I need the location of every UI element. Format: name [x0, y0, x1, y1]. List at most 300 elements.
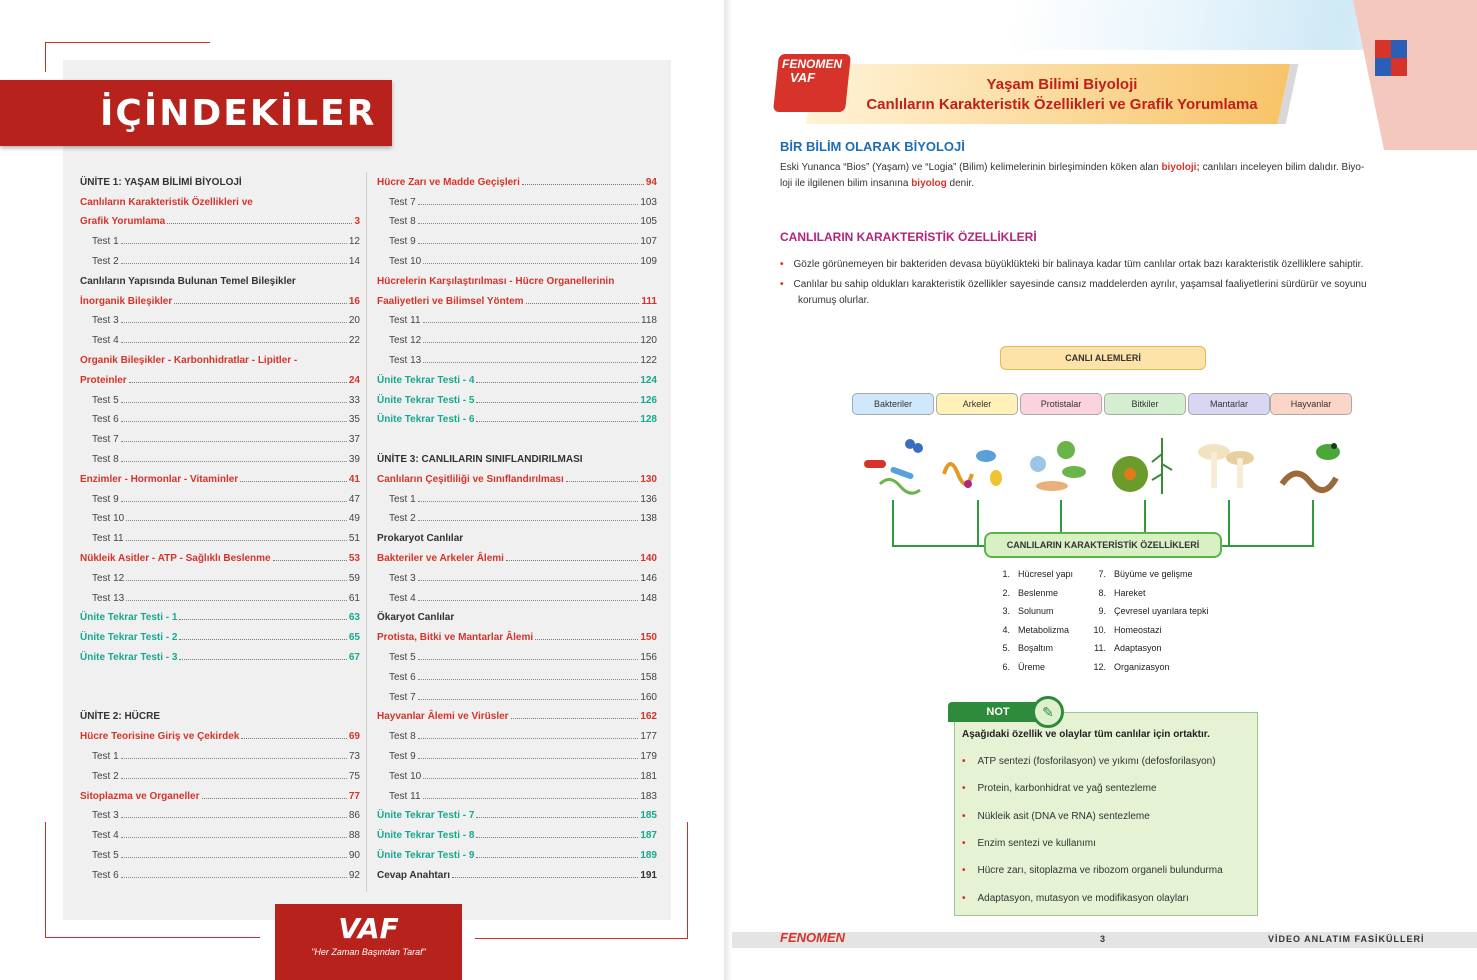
- toc-leader-dots: [418, 243, 639, 244]
- toc-entry: [377, 287, 657, 307]
- toc-entry-title: Bakteriler ve Arkeler Âlemi: [377, 552, 504, 564]
- toc-entry: [377, 406, 657, 426]
- toc-title: İÇİNDEKİLER: [100, 93, 377, 134]
- toc-entry-title: Ünite Tekrar Testi - 7: [377, 810, 475, 822]
- toc-entry: [80, 188, 360, 208]
- toc-leader-dots: [121, 243, 347, 244]
- toc-page-number: 136: [640, 493, 657, 505]
- toc-page-number: 61: [348, 592, 360, 604]
- toc-page-number: 51: [348, 533, 360, 545]
- biology-definition: [780, 160, 1440, 192]
- toc-entry: [80, 267, 360, 287]
- toc-leader-dots: [476, 421, 638, 422]
- note-item-text: Hücre zarı, sitoplazma ve ribozom organeli bulundurma: [977, 865, 1223, 877]
- toc-page-number: 177: [640, 731, 657, 743]
- kingdom-pill-protistalar: Protistalar: [1020, 393, 1102, 415]
- toc-entry: [377, 227, 657, 247]
- toc-leader-dots: [121, 342, 347, 343]
- toc-leader-dots: [535, 639, 638, 640]
- characteristic-text: Büyüme ve gelişme: [1114, 569, 1193, 579]
- toc-entry-title: Organik Bileşikler - Karbonhidratlar - Lipitler -: [80, 354, 298, 366]
- toc-entry: [80, 366, 360, 386]
- toc-page-number: 69: [348, 731, 360, 743]
- characteristic-item: [988, 584, 1073, 603]
- toc-entry-title: Test 6: [92, 414, 119, 426]
- toc-leader-dots: [167, 223, 352, 224]
- toc-page-number: 158: [640, 671, 657, 683]
- corner-line: [475, 938, 687, 939]
- toc-entry-title: Test 1: [92, 236, 119, 248]
- toc-page-number: 130: [640, 473, 657, 485]
- toc-entry: [377, 841, 657, 861]
- toc-entry: [377, 861, 657, 881]
- toc-entry: [377, 326, 657, 346]
- toc-page-number: 118: [641, 315, 657, 327]
- toc-page-number: 22: [348, 335, 360, 347]
- bullet-dot: •: [962, 810, 966, 822]
- toc-leader-dots: [418, 580, 639, 581]
- toc-entry-title: ÜNİTE 2: HÜCRE: [80, 711, 161, 723]
- characteristic-number: 7.: [1098, 569, 1106, 579]
- characteristic-item: [1084, 639, 1209, 658]
- characteristic-item: [988, 639, 1073, 658]
- toc-entry: [80, 722, 360, 742]
- header-band: [806, 64, 1299, 124]
- toc-leader-dots: [423, 362, 638, 363]
- toc-page-number: 73: [348, 750, 360, 762]
- toc-page-number: 3: [354, 216, 360, 228]
- toc-entry-title: Test 6: [389, 671, 416, 683]
- bullet-dot: •: [962, 892, 966, 904]
- text-segment: loji ile ilgilenen bilim insanına: [780, 178, 912, 189]
- toc-entry-title: Ökaryot Canlılar: [377, 612, 455, 624]
- bullet-dot: •: [962, 865, 966, 877]
- characteristic-item: [1084, 584, 1209, 603]
- toc-leader-dots: [423, 778, 638, 779]
- toc-entry: [377, 683, 657, 703]
- toc-entry: [377, 643, 657, 663]
- toc-entry: [80, 564, 360, 584]
- toc-page-number: 39: [348, 453, 360, 465]
- toc-leader-dots: [202, 798, 347, 799]
- toc-leader-dots: [418, 679, 639, 680]
- toc-page-number: 122: [640, 354, 657, 366]
- characteristic-number: 9.: [1098, 606, 1106, 616]
- note-item: [962, 838, 1096, 849]
- toc-entry: [377, 247, 657, 267]
- toc-entry: [377, 267, 657, 287]
- toc-entry: [377, 584, 657, 604]
- toc-entry-title: Faaliyetleri ve Bilimsel Yöntem: [377, 295, 524, 307]
- toc-page-number: 14: [348, 255, 360, 267]
- toc-entry-title: Test 11: [389, 315, 421, 327]
- toc-leader-dots: [121, 501, 347, 502]
- note-item: [962, 783, 1157, 794]
- toc-page-number: 191: [640, 869, 657, 881]
- toc-page-number: 16: [348, 295, 360, 307]
- toc-leader-dots: [476, 402, 638, 403]
- toc-leader-dots: [121, 461, 347, 462]
- characteristic-item: [1084, 565, 1209, 584]
- characteristic-text: Homeostazi: [1114, 624, 1162, 635]
- toc-leader-dots: [126, 580, 347, 581]
- toc-page-number: 109: [640, 255, 657, 267]
- toc-leader-dots: [566, 481, 639, 482]
- toc-leader-dots: [126, 520, 347, 521]
- toc-entry-title: Test 2: [389, 513, 416, 525]
- toc-leader-dots: [129, 382, 347, 383]
- toc-leader-dots: [423, 342, 638, 343]
- toc-entry-title: Test 4: [92, 335, 119, 347]
- toc-entry: [80, 663, 360, 683]
- toc-entry: [80, 485, 360, 505]
- page-gutter: [724, 0, 732, 980]
- toc-leader-dots: [126, 540, 347, 541]
- toc-leader-dots: [476, 817, 638, 818]
- toc-entry: [80, 346, 360, 366]
- toc-entry-title: Cevap Anahtarı: [377, 869, 450, 881]
- toc-entry-title: Ünite Tekrar Testi - 3: [80, 651, 178, 663]
- toc-page-number: 146: [640, 572, 657, 584]
- toc-leader-dots: [174, 303, 347, 304]
- connector-line: [1312, 500, 1314, 546]
- kingdom-pill-bakteriler: Bakteriler: [852, 393, 934, 415]
- bullet-continuation: korumuş olurlar.: [798, 295, 870, 306]
- toc-entry-title: Test 6: [92, 869, 119, 881]
- toc-entry: [80, 208, 360, 228]
- characteristic-text: Solunum: [1018, 606, 1054, 616]
- column-divider: [366, 172, 367, 892]
- toc-entry-title: Test 5: [389, 651, 416, 663]
- toc-entry-title: Canlıların Yapısında Bulunan Temel Bileşikler: [80, 275, 296, 287]
- note-item: [962, 756, 1216, 767]
- toc-entry: [377, 386, 657, 406]
- toc-entry-title: Nükleik Asitler - ATP - Sağlıklı Beslenme: [80, 552, 271, 564]
- toc-leader-dots: [423, 263, 638, 264]
- toc-entry-title: ÜNİTE 3: CANLILARIN SINIFLANDIRILMASI: [377, 453, 583, 465]
- toc-entry-title: Test 8: [389, 216, 416, 228]
- toc-entry-title: Test 7: [389, 691, 416, 703]
- toc-entry-title: Test 2: [92, 255, 119, 267]
- bullet-dot: •: [962, 783, 966, 795]
- bullet-dot: •: [962, 756, 966, 767]
- toc-leader-dots: [126, 600, 347, 601]
- toc-page-number: 124: [640, 374, 657, 386]
- toc-entry-title: Test 4: [389, 592, 416, 604]
- toc-entry-title: Test 3: [389, 572, 416, 584]
- toc-entry-title: ÜNİTE 1: YAŞAM BİLİMİ BİYOLOJİ: [80, 176, 242, 188]
- toc-entry: [377, 703, 657, 723]
- toc-page-number: 179: [640, 750, 657, 762]
- toc-page: [0, 0, 724, 980]
- puzzle-icon: [1373, 38, 1411, 80]
- toc-leader-dots: [121, 837, 347, 838]
- toc-leader-dots: [476, 857, 638, 858]
- footer-series: VİDEO ANLATIM FASİKÜLLERİ: [1268, 934, 1425, 944]
- characteristic-item: [988, 602, 1073, 621]
- toc-leader-dots: [121, 817, 347, 818]
- kingdom-pill-arkeler: Arkeler: [936, 393, 1018, 415]
- toc-entry-title: Test 13: [92, 592, 125, 604]
- toc-leader-dots: [522, 184, 644, 185]
- toc-entry: [377, 307, 657, 327]
- characteristic-text: Çevresel uyarılara tepki: [1114, 606, 1209, 616]
- toc-entry: [377, 168, 657, 188]
- toc-entry: [377, 762, 657, 782]
- note-item-text: Enzim sentezi ve kullanımı: [977, 837, 1096, 849]
- connector-line: [977, 500, 979, 546]
- bullet-dot: •: [780, 259, 784, 270]
- toc-entry-title: Test 9: [92, 493, 119, 505]
- toc-entry: [377, 505, 657, 525]
- toc-leader-dots: [418, 520, 639, 521]
- toc-entry: [377, 445, 657, 465]
- connector-line: [892, 545, 984, 547]
- toc-page-number: 156: [640, 651, 657, 663]
- kingdoms-title: CANLI ALEMLERİ: [1000, 346, 1206, 370]
- bullet-item: [780, 277, 1440, 293]
- header-subject: Yaşam Bilimi Biyoloji: [986, 76, 1138, 93]
- toc-page-number: 86: [348, 810, 360, 822]
- toc-entry: [377, 623, 657, 643]
- characteristic-text: Hücresel yapı: [1018, 569, 1074, 579]
- toc-page-number: 94: [645, 176, 657, 188]
- bacteria-illustration: [860, 434, 930, 498]
- toc-entry-title: Test 10: [92, 513, 125, 525]
- toc-page-number: 107: [640, 236, 657, 248]
- characteristic-number: 4.: [1002, 624, 1010, 635]
- fungi-illustration: [1192, 434, 1262, 498]
- toc-page-number: 63: [348, 612, 360, 624]
- toc-entry: [80, 445, 360, 465]
- note-item-text: Protein, karbonhidrat ve yağ sentezleme: [977, 783, 1157, 795]
- toc-entry-title: Test 4: [92, 830, 119, 842]
- toc-page-number: 189: [640, 849, 657, 861]
- toc-entry: [80, 287, 360, 307]
- toc-leader-dots: [506, 560, 638, 561]
- note-item-text: Adaptasyon, mutasyon ve modifikasyon olayları: [977, 892, 1189, 904]
- toc-entry: [80, 604, 360, 624]
- characteristic-number: 12.: [1093, 661, 1106, 672]
- toc-entry-title: Proteinler: [80, 374, 127, 386]
- toc-page-number: 33: [348, 394, 360, 406]
- toc-leader-dots: [418, 659, 639, 660]
- toc-leader-dots: [273, 560, 347, 561]
- toc-entry-title: Test 7: [389, 196, 416, 208]
- characteristic-number: 6.: [1002, 661, 1010, 672]
- note-item-text: Nükleik asit (DNA ve RNA) sentezleme: [977, 810, 1150, 822]
- characteristic-text: Adaptasyon: [1114, 643, 1162, 653]
- characteristic-item: [988, 565, 1073, 584]
- toc-entry-title: Hücre Teorisine Giriş ve Çekirdek: [80, 731, 240, 743]
- toc-page-number: 92: [348, 869, 360, 881]
- vaf-logo-box: [275, 904, 462, 980]
- toc-leader-dots: [418, 223, 639, 224]
- toc-entry-title: Canlıların Çeşitliliği ve Sınıflandırılması: [377, 473, 564, 485]
- kingdom-pill-hayvanlar: Hayvanlar: [1270, 393, 1352, 415]
- toc-entry: [377, 366, 657, 386]
- characteristics-title: CANLILARIN KARAKTERİSTİK ÖZELLİKLERİ: [984, 532, 1222, 558]
- toc-page-number: 41: [348, 473, 360, 485]
- toc-entry: [377, 782, 657, 802]
- footer-brand: FENOMEN: [780, 930, 845, 945]
- characteristic-number: 5.: [1002, 643, 1010, 653]
- characteristic-number: 11.: [1094, 643, 1106, 653]
- connector-line: [1222, 545, 1314, 547]
- toc-entry: [377, 524, 657, 544]
- toc-entry: [80, 326, 360, 346]
- plant-illustration: [1104, 434, 1174, 498]
- toc-page-number: 105: [640, 216, 657, 228]
- toc-entry-title: Hücre Zarı ve Madde Geçişleri: [377, 176, 520, 188]
- toc-leader-dots: [179, 659, 346, 660]
- toc-page-number: 53: [348, 552, 360, 564]
- toc-page-number: 12: [348, 236, 360, 248]
- toc-entry: [377, 485, 657, 505]
- kingdom-pill-mantarlar: Mantarlar: [1188, 393, 1270, 415]
- toc-entry: [80, 703, 360, 723]
- toc-column-2: [377, 168, 657, 881]
- highlight-biyolog: biyolog: [911, 178, 947, 189]
- characteristic-text: Beslenme: [1018, 587, 1059, 598]
- toc-entry: [377, 802, 657, 822]
- toc-page-number: 47: [348, 493, 360, 505]
- connector-line: [1060, 500, 1062, 532]
- corner-line: [45, 937, 260, 938]
- toc-leader-dots: [476, 382, 638, 383]
- connector-line: [1228, 500, 1230, 546]
- corner-line: [45, 42, 210, 43]
- toc-page-number: 37: [348, 434, 360, 446]
- toc-page-number: 160: [640, 691, 657, 703]
- toc-entry-title: Test 12: [389, 335, 422, 347]
- note-item-text: ATP sentezi (fosforilasyon) ve yıkımı (defosforilasyon): [977, 756, 1216, 767]
- toc-entry: [80, 841, 360, 861]
- toc-page-number: 88: [348, 830, 360, 842]
- bullet-text: Gözle görünemeyen bir bakteriden devasa büyüklükteki bir balinaya kadar tüm canlılar ortak bazı karakteristik özelliklere sahiptir.: [793, 259, 1364, 270]
- toc-entry-title: Canlıların Karakteristik Özellikleri ve: [80, 196, 253, 208]
- toc-entry-title: Hücrelerin Karşılaştırılması - Hücre Organellerinin: [377, 275, 615, 287]
- toc-entry-title: Test 10: [389, 255, 422, 267]
- characteristic-item: [988, 621, 1073, 640]
- note-tag: NOT: [948, 702, 1048, 722]
- toc-entry: [377, 663, 657, 683]
- characteristics-list-right: [1084, 565, 1209, 676]
- toc-leader-dots: [476, 837, 638, 838]
- toc-page-number: 49: [348, 513, 360, 525]
- characteristic-number: 3.: [1002, 606, 1010, 616]
- toc-entry-title: Test 3: [92, 810, 119, 822]
- toc-entry: [80, 406, 360, 426]
- toc-entry-title: Test 8: [92, 453, 119, 465]
- toc-page-number: 138: [640, 513, 657, 525]
- toc-entry: [80, 742, 360, 762]
- toc-entry: [80, 762, 360, 782]
- toc-page-number: 111: [641, 295, 657, 307]
- toc-entry: [80, 386, 360, 406]
- content-page: [732, 0, 1477, 980]
- toc-entry-title: Test 9: [389, 750, 416, 762]
- toc-entry-title: Test 1: [389, 493, 416, 505]
- toc-page-number: 148: [640, 592, 657, 604]
- toc-entry: [377, 544, 657, 564]
- toc-entry-title: Test 8: [389, 731, 416, 743]
- toc-entry-title: Ünite Tekrar Testi - 8: [377, 830, 475, 842]
- toc-page-number: 20: [348, 315, 360, 327]
- toc-entry: [80, 643, 360, 663]
- toc-entry-title: Ünite Tekrar Testi - 9: [377, 849, 475, 861]
- toc-leader-dots: [121, 877, 347, 878]
- characteristic-number: 8.: [1098, 587, 1106, 598]
- toc-entry: [377, 188, 657, 208]
- bullet-dot: •: [780, 279, 784, 290]
- toc-leader-dots: [452, 877, 638, 878]
- toc-entry-title: Test 13: [389, 354, 422, 366]
- toc-leader-dots: [511, 718, 639, 719]
- pin-icon: ✎: [1032, 696, 1064, 728]
- toc-entry: [80, 544, 360, 564]
- toc-page-number: 140: [640, 552, 657, 564]
- toc-leader-dots: [179, 619, 346, 620]
- protista-illustration: [1022, 434, 1092, 498]
- toc-page-number: 67: [348, 651, 360, 663]
- toc-entry: [80, 683, 360, 703]
- toc-leader-dots: [241, 738, 347, 739]
- toc-entry-title: Enzimler - Hormonlar - Vitaminler: [80, 473, 239, 485]
- toc-entry: [80, 247, 360, 267]
- toc-leader-dots: [121, 758, 347, 759]
- corner-line: [45, 42, 46, 72]
- toc-leader-dots: [418, 600, 639, 601]
- toc-page-number: 185: [640, 810, 657, 822]
- toc-page-number: 181: [640, 770, 657, 782]
- note-item: [962, 811, 1150, 822]
- toc-page-number: 90: [348, 849, 360, 861]
- toc-page-number: 187: [640, 830, 657, 842]
- toc-entry: [80, 861, 360, 881]
- header-topic: Canlıların Karakteristik Özellikleri ve Grafik Yorumlama: [866, 96, 1258, 113]
- toc-entry-title: İnorganik Bileşikler: [80, 295, 173, 307]
- tagline: "Her Zaman Başından Taraf": [311, 947, 426, 957]
- characteristic-text: Boşaltım: [1018, 643, 1054, 653]
- archaea-illustration: [938, 434, 1008, 498]
- toc-page-number: 65: [348, 632, 360, 644]
- toc-entry: [80, 227, 360, 247]
- toc-leader-dots: [423, 798, 639, 799]
- toc-leader-dots: [121, 263, 347, 264]
- connector-line: [892, 500, 894, 546]
- toc-page-number: 120: [640, 335, 657, 347]
- toc-entry-title: Test 3: [92, 315, 119, 327]
- toc-page-number: 75: [348, 770, 360, 782]
- toc-leader-dots: [418, 501, 639, 502]
- bullet-text: Canlılar bu sahip oldukları karakteristik özellikler sayesinde cansız maddelerden ayrılır, yaşamsal faaliyetlerini sürdürür ve soyunu: [793, 279, 1367, 290]
- characteristic-number: 2.: [1002, 587, 1010, 598]
- characteristic-item: [988, 658, 1073, 677]
- toc-entry: [80, 168, 360, 188]
- badge-logo: VAF: [790, 70, 816, 85]
- toc-entry-title: Test 7: [92, 434, 119, 446]
- note-heading: Aşağıdaki özellik ve olaylar tüm canlılar için ortaktır.: [962, 729, 1210, 740]
- highlight-biyoloji: biyoloji;: [1161, 162, 1200, 173]
- toc-entry-title: Hayvanlar Âlemi ve Virüsler: [377, 711, 509, 723]
- toc-entry: [377, 742, 657, 762]
- toc-leader-dots: [418, 758, 639, 759]
- section-title-biology: BİR BİLİM OLARAK BİYOLOJİ: [780, 139, 965, 154]
- note-item: [962, 893, 1189, 904]
- toc-entry-title: Grafik Yorumlama: [80, 216, 166, 228]
- toc-entry-title: Test 5: [92, 394, 119, 406]
